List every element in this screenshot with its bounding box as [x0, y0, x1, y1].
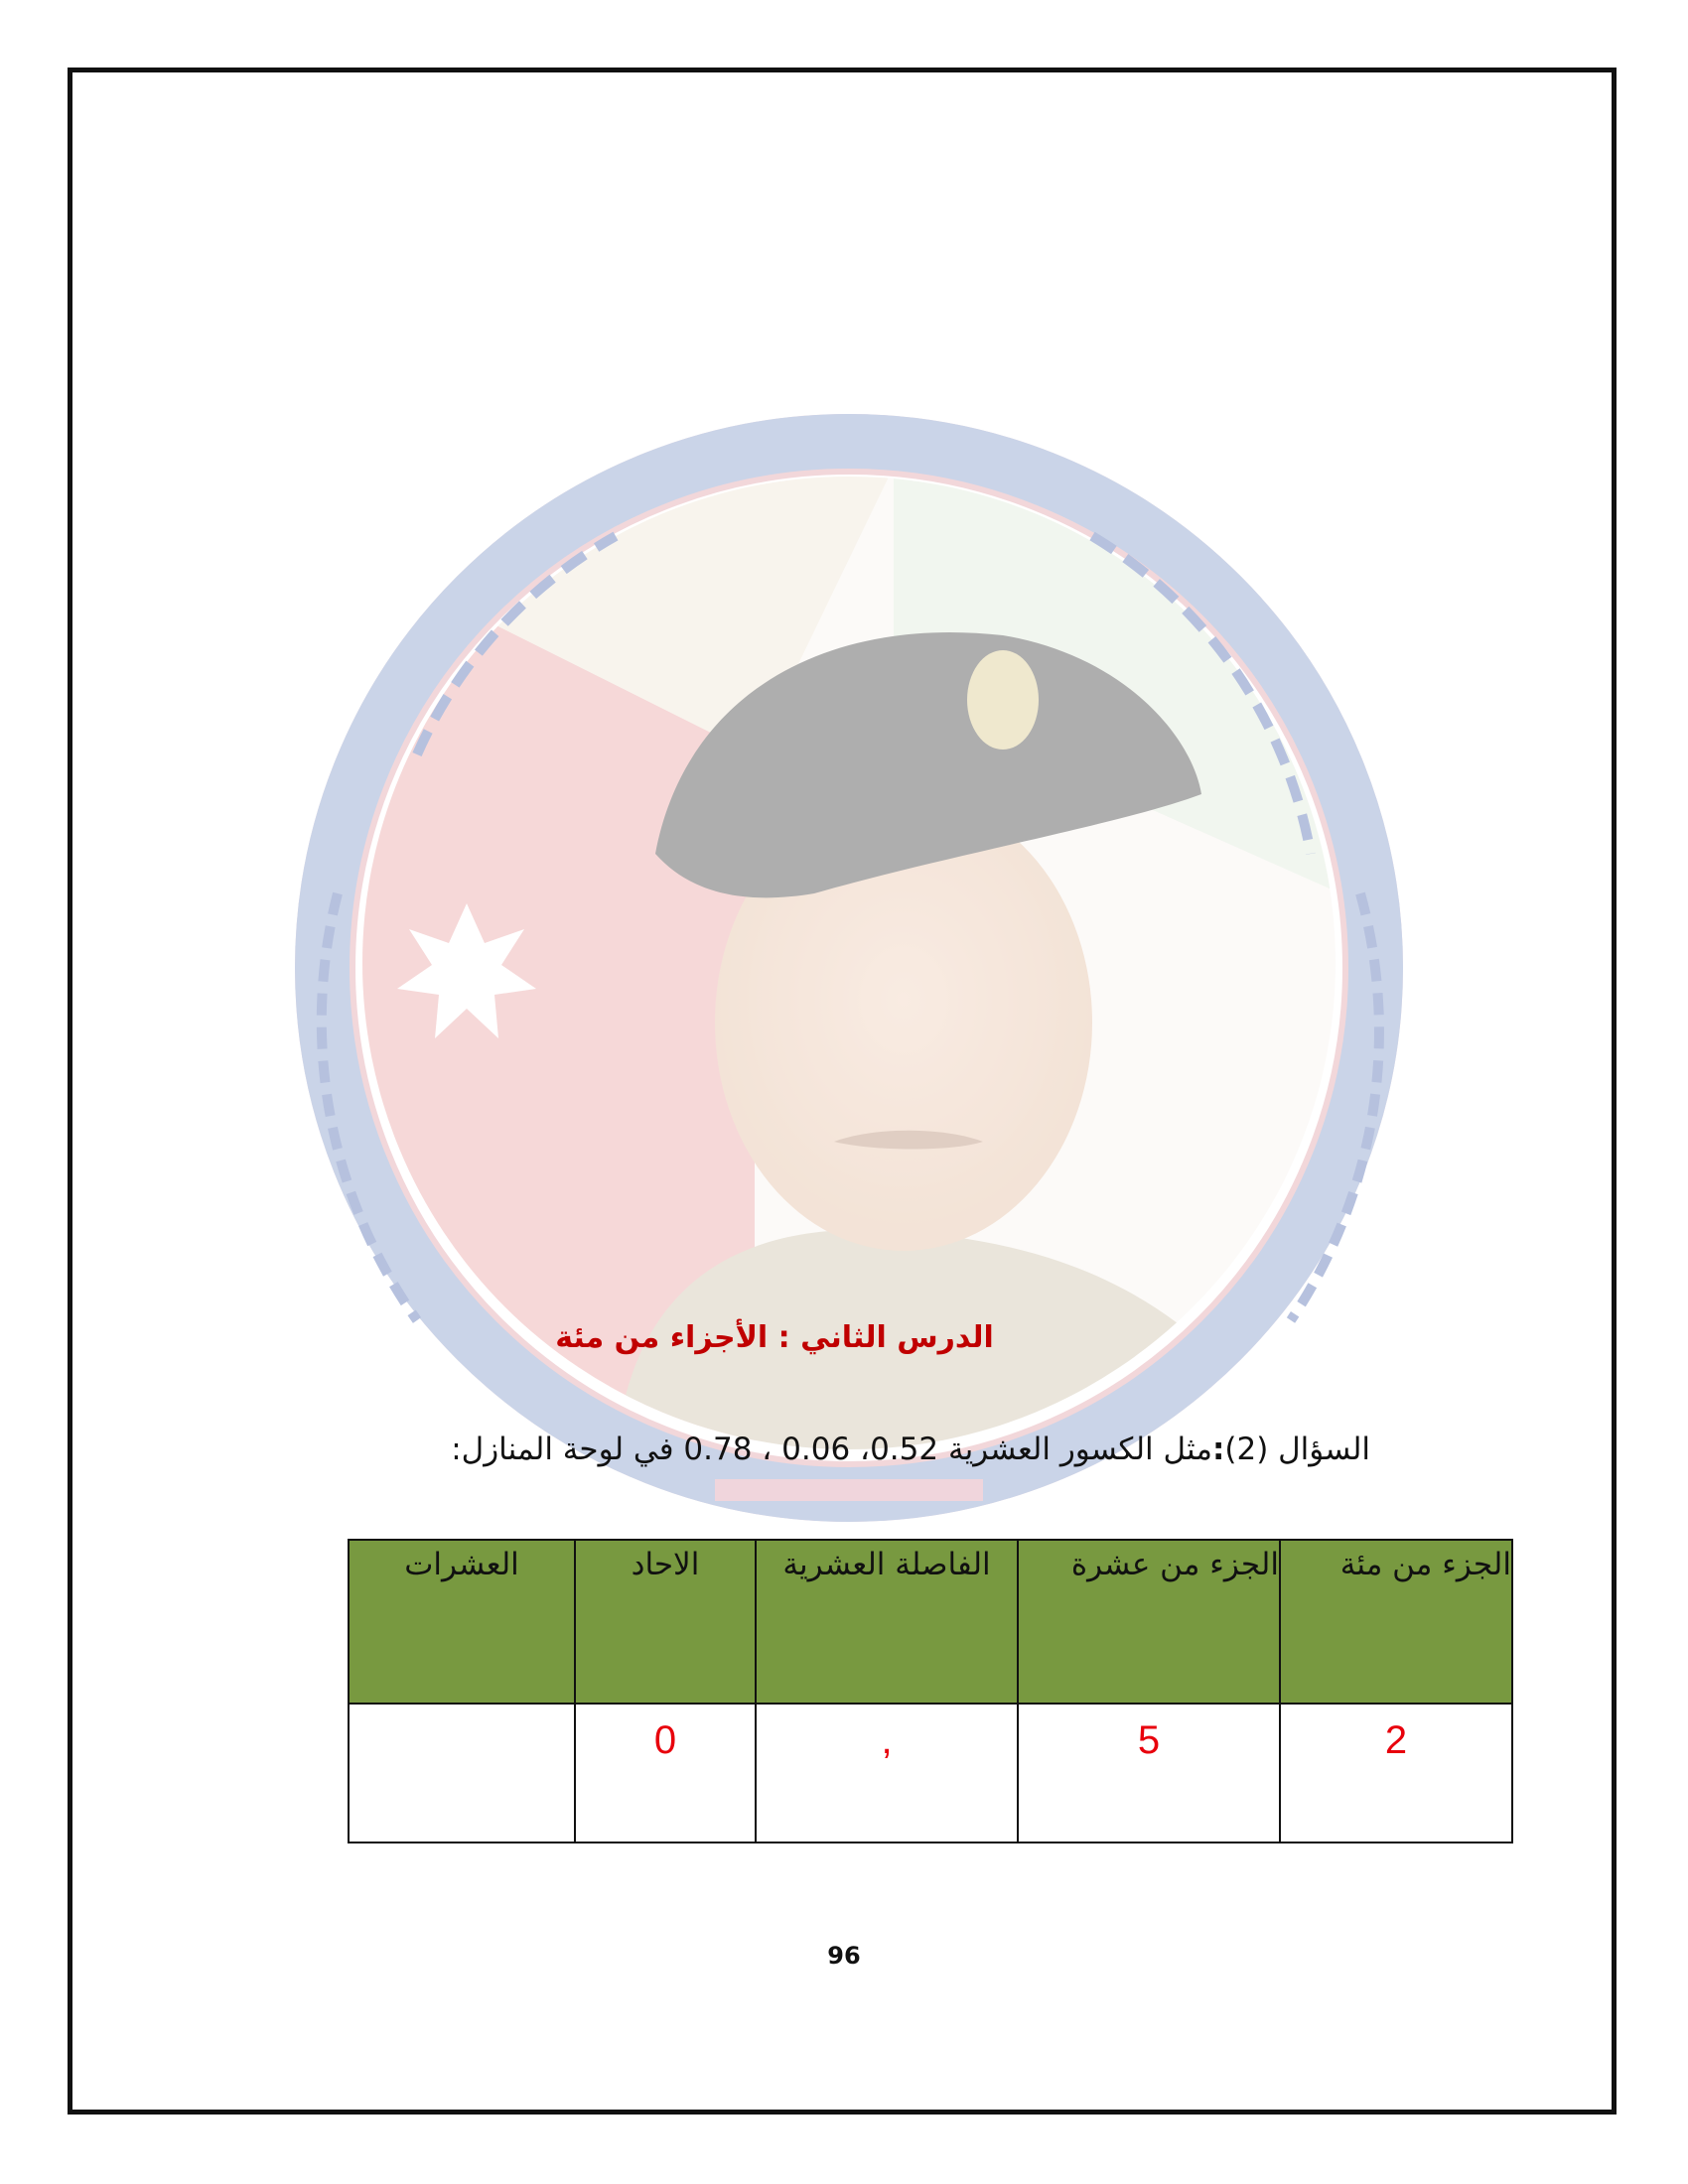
header-row: [349, 1540, 1512, 1704]
lesson-title: الدرس الثاني : الأجزاء من مئة: [555, 1320, 994, 1355]
question-text: [248, 1432, 1370, 1467]
question-label: السؤال (2): [1224, 1432, 1370, 1467]
header-ones: الاحاد: [575, 1540, 756, 1704]
question-colon: :: [1211, 1432, 1225, 1467]
cell-ones: 0: [575, 1704, 756, 1843]
cell-tenths: 5: [1018, 1704, 1280, 1843]
cell-hundredths: 2: [1280, 1704, 1512, 1843]
header-tenths: الجزء من عشرة: [1018, 1540, 1280, 1704]
cell-tens: [349, 1704, 575, 1843]
header-tens: العشرات: [349, 1540, 575, 1704]
page-number: 96: [827, 1942, 861, 1970]
header-decimal-point: الفاصلة العشرية: [756, 1540, 1018, 1704]
table-row: [349, 1704, 1512, 1843]
place-value-table: [348, 1539, 1513, 1843]
question-body: مثل الكسور العشرية 0.52، 0.06 ، 0.78 في لوحة المنازل:: [451, 1432, 1212, 1467]
cell-decimal-point: ,: [756, 1704, 1018, 1843]
header-hundredths: الجزء من مئة: [1280, 1540, 1512, 1704]
